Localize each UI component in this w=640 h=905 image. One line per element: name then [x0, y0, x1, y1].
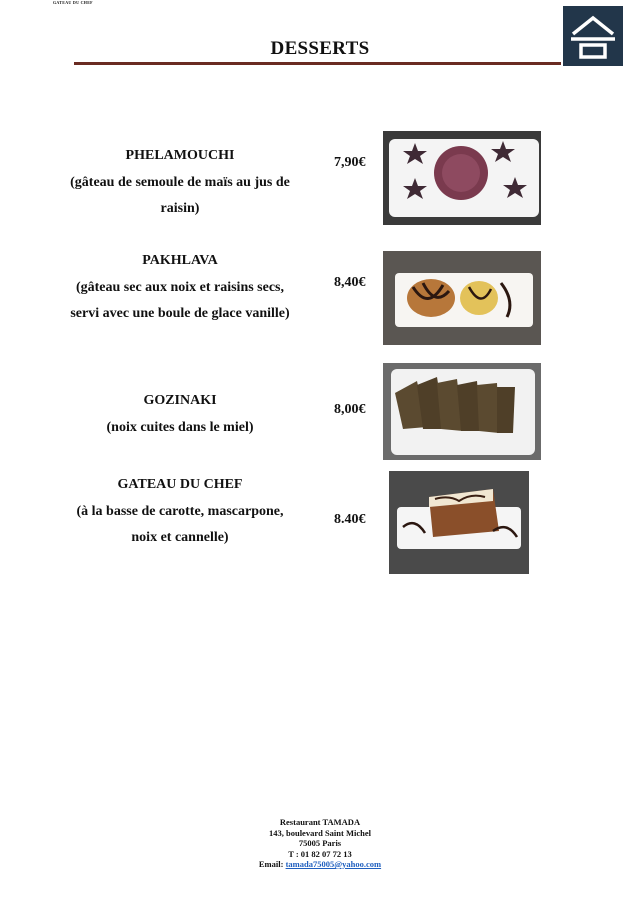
item-name: GOZINAKI — [143, 393, 217, 408]
gozinaki-photo — [383, 363, 541, 460]
menu-item-phelamouchi — [70, 143, 290, 223]
footer-contact — [0, 817, 640, 870]
corner-label: GATEAU DU CHEF — [53, 0, 93, 5]
menu-item-pakhlava — [70, 248, 290, 328]
phone: T : 01 82 07 72 13 — [288, 848, 352, 859]
item-name: PHELAMOUCHI — [125, 148, 235, 163]
item-price: 8,40€ — [334, 275, 366, 290]
restaurant-name: Restaurant TAMADA — [279, 817, 361, 827]
item-price: 8,00€ — [334, 402, 366, 417]
phelamouchi-photo — [383, 131, 541, 225]
pakhlava-photo — [383, 251, 541, 345]
email-label: Email: — [258, 859, 284, 869]
email-line — [0, 859, 640, 870]
item-name: GATEAU DU CHEF — [117, 477, 243, 492]
menu-item-gateau-du-chef — [70, 472, 290, 552]
item-description: (gâteau de semoule de maïs au jus de raisin) — [70, 174, 290, 216]
email-link[interactable]: tamada75005@yahoo.com — [285, 859, 382, 869]
item-price: 7,90€ — [334, 155, 366, 170]
item-description: (gâteau sec aux noix et raisins secs, servi avec une boule de glace vanille) — [70, 279, 290, 321]
item-description: (à la basse de carotte, mascarpone, noix et cannelle) — [76, 503, 284, 545]
menu-item-gozinaki — [70, 388, 290, 441]
item-price: 8.40€ — [334, 512, 366, 527]
item-name: PAKHLAVA — [142, 253, 218, 268]
gateau-du-chef-photo — [389, 471, 529, 574]
title-divider — [74, 62, 561, 65]
page-title: DESSERTS — [270, 38, 370, 59]
city: 75005 Paris — [298, 838, 342, 848]
address: 143, boulevard Saint Michel — [268, 827, 371, 838]
item-description: (noix cuites dans le miel) — [106, 419, 254, 435]
